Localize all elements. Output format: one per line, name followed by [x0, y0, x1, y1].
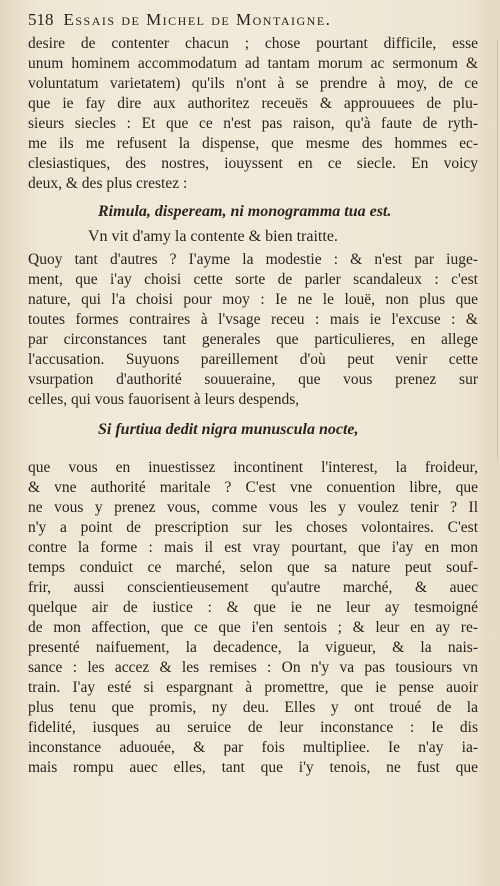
- text-line: fidelité, iusques au seruice de leur inconstance : Ie dis: [28, 719, 478, 736]
- text-line: train. I'ay esté si espargnant à promettre, que ie pense auoir: [28, 679, 478, 696]
- text-line: contre la forme : mais il est vray pourtant, que i'ay en mon: [28, 539, 478, 556]
- text-line: inconstance aduouée, & par fois multipliee. Ie n'ay ia-: [28, 739, 478, 756]
- page-number: 518: [28, 10, 54, 29]
- text-line: clesiastiques, des nostres, iouyssent en ce siecle. En voicy: [28, 155, 478, 172]
- text-line: que ie fay dire aux authoritez receuës & approuuees de plu-: [28, 95, 478, 112]
- text-line: celles, qui vous fauorisent à leurs despends,: [28, 391, 300, 408]
- page-edge-shadow: [493, 40, 498, 460]
- paragraph-2: [28, 250, 478, 410]
- text-line: desire de contenter chacun ; chose pourtant difficile, esse: [28, 35, 478, 52]
- text-line: presenté naifuement, la decadence, la vigueur, & la nais-: [28, 639, 478, 656]
- running-title: Essais de Michel de Montaigne.: [63, 10, 332, 29]
- text-line: mais rompu auec elles, tant que i'y tenois, ne fust que: [28, 759, 478, 776]
- text-line: ne vous y prenez vous, comme vous les y voulez tenir ? Il: [28, 499, 478, 516]
- text-line: toutes formes contraires à l'vsage receu : mais ie l'excuse : &: [28, 311, 478, 328]
- text-line: plus tenu que promis, ny deu. Elles y ont troué de la: [28, 699, 478, 716]
- text-line: nature, qui l'a choisi pour moy : Ie ne le louë, non plus que: [28, 291, 478, 308]
- text-line: de mon affection, que ce que i'en sentois ; & leur en ay re-: [28, 619, 478, 636]
- text-line: Quoy tant d'autres ? I'ayme la modestie : & n'est par iuge-: [28, 251, 478, 268]
- text-line: ment, que i'ay choisi cette sorte de parler scandaleux : c'est: [28, 271, 478, 288]
- text-line: sance : les accez & les remises : On n'y va pas tousiours vn: [28, 659, 478, 676]
- text-line: & vne authorité maritale ? C'est vne conuention libre, que: [28, 479, 478, 496]
- latin-quote-1: Rimula, dispeream, ni monogramma tua est.: [98, 203, 392, 220]
- text-line: voluntatum varietatem) qu'ils n'ont à se prendre à moy, de ce: [28, 75, 478, 92]
- text-line: par circonstances tant generales que particulieres, en allege: [28, 331, 478, 348]
- text-line: l'accusation. Suyuons pareillement d'où peut venir cette: [28, 351, 478, 368]
- text-line: me ils me refusent la dispense, que mesme des hommes ec-: [28, 135, 478, 152]
- latin-quote-2: Si furtiua dedit nigra munuscula nocte,: [98, 421, 359, 438]
- text-line: n'y a point de prescription sur les choses volontaires. C'est: [28, 519, 478, 536]
- paragraph-3: [28, 458, 478, 778]
- text-line: deux, & des plus crestez :: [28, 175, 188, 192]
- french-verse: Vn vit d'amy la contente & bien traitte.: [88, 228, 338, 245]
- text-line: que vous en inuestissez incontinent l'interest, la froideur,: [28, 459, 478, 476]
- text-line: sieurs siecles : Et que ce n'est pas raison, qu'à faute de ryth-: [28, 115, 478, 132]
- paragraph-1: [28, 34, 478, 194]
- text-line: quelque air de iustice : & que ie ne leur ay tesmoigné: [28, 599, 478, 616]
- text-line: temps conduict ce marché, selon que sa nature peut souf-: [28, 559, 478, 576]
- text-line: frir, aussi conscientieusement qu'autre marché, & auec: [28, 579, 478, 596]
- running-header: [28, 10, 478, 30]
- text-line: vsurpation d'authorité souueraine, que vous prenez sur: [28, 371, 478, 388]
- text-line: unum hominem accommodatum ad tantam morum ac sermonum &: [28, 55, 478, 72]
